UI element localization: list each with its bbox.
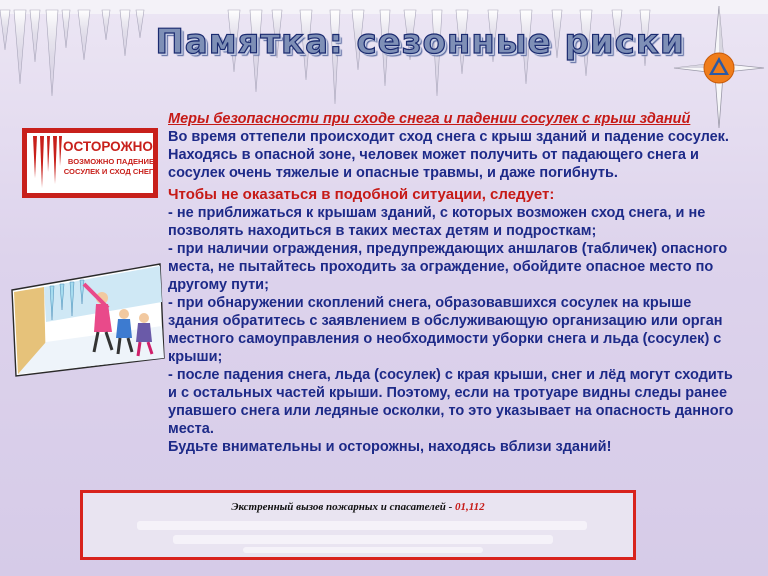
icicle-warning-sign bbox=[22, 128, 158, 198]
emergency-call-line bbox=[83, 501, 633, 513]
page-title: Памятка: сезонные риски bbox=[155, 22, 685, 62]
children-under-icicles-illustration bbox=[10, 262, 166, 378]
emergency-call-number: 01,112 bbox=[455, 501, 485, 513]
icicle-warning-sign-icon bbox=[30, 136, 64, 192]
list-item: - при обнаружении скоплений снега, образовавшихся сосулек на крыше здания обратитесь с заявлением в обслуживающую организацию или орган местного самоуправления о необходимости уборки снега и льда (сосулек) с крыши; bbox=[168, 295, 723, 365]
closing-note: Будьте внимательны и осторожны, находясь вблизи зданий! bbox=[168, 439, 612, 455]
warning-sign-subtext: ВОЗМОЖНО ПАДЕНИЕ СОСУЛЕК И СХОД СНЕГА bbox=[63, 157, 159, 176]
warning-sign-headline: ОСТОРОЖНО! bbox=[63, 139, 158, 154]
section-heading-actions: Чтобы не оказаться в подобной ситуации, следует: bbox=[168, 186, 555, 203]
emergency-call-box bbox=[80, 490, 636, 560]
list-item: - после падения снега, льда (сосулек) с края крыши, снег и лёд могут сходить и с остальных частей крыши. Поэтому, если на тротуаре видны следы ранее упавшего снега или ледяные осколки, то это указывает на опасность данного места. bbox=[168, 367, 734, 437]
faded-text-line bbox=[137, 521, 587, 530]
main-content bbox=[168, 111, 738, 456]
safety-instructions-list bbox=[168, 204, 738, 456]
faded-text-line bbox=[173, 535, 553, 544]
list-item: - не приближаться к крышам зданий, с которых возможен сход снега, и не позволять находиться в таких местах детям и подросткам; bbox=[168, 205, 706, 239]
emergency-call-label: Экстренный вызов пожарных и спасателей - bbox=[231, 501, 455, 513]
section-heading-safety: Меры безопасности при сходе снега и падении сосулек с крыш зданий bbox=[168, 111, 691, 127]
faded-text-line bbox=[243, 547, 483, 553]
section-intro-text: Во время оттепели происходит сход снега с крыш зданий и падение сосулек. Находясь в опасной зоне, человек может получить от падающего снега и сосулек очень тяжелые и опасные травмы, и даже погибнуть. bbox=[168, 129, 729, 181]
list-item: - при наличии ограждения, предупреждающих аншлагов (табличек) опасного места, не пытайтесь проходить за ограждение, обойдите опасное место по другому пути; bbox=[168, 241, 728, 293]
